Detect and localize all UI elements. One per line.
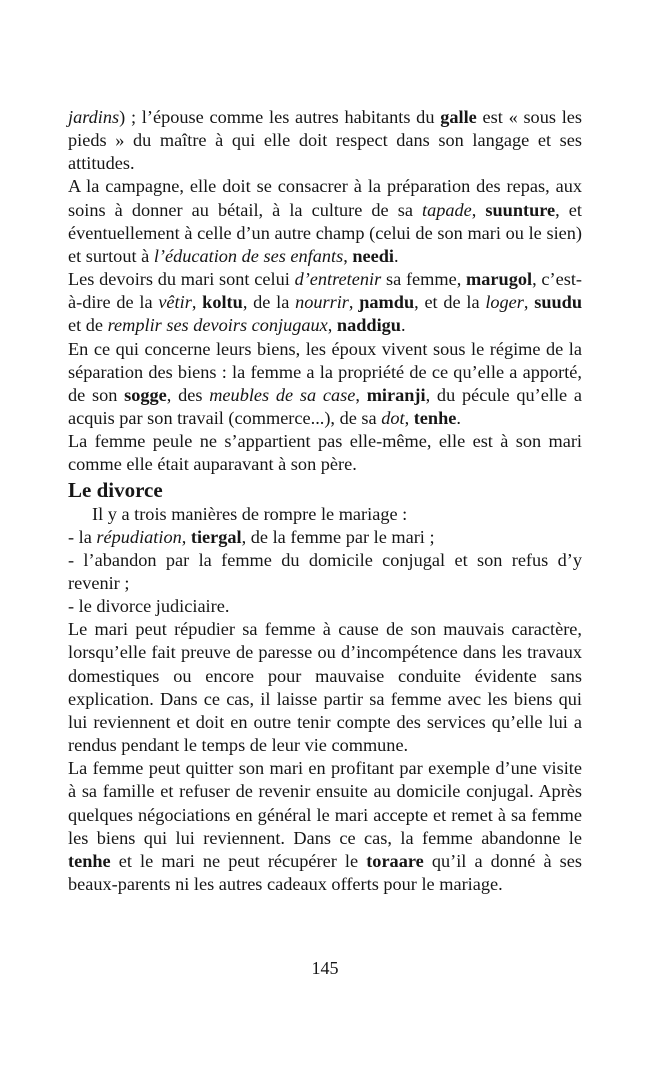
- text-run: .: [400, 315, 406, 336]
- italic-term: loger: [485, 292, 524, 313]
- text-run: qu’il a donné à ses beaux-parents ni les autres cadeaux offerts pour le mariage.: [68, 850, 582, 894]
- italic-term: nourrir: [295, 292, 349, 313]
- paragraph: [68, 549, 582, 595]
- paragraph: [68, 106, 582, 175]
- paragraph: [68, 526, 582, 549]
- section-heading: [68, 477, 582, 503]
- bold-term: toraare: [366, 850, 424, 871]
- text-run: En ce qui concerne leurs biens, les époux vivent sous le régime de la séparation des biens : la femme a la propriété de ce qu’elle a apporté, de son: [68, 338, 582, 405]
- text-run: est « sous les pieds » du maître à qui elle doit respect dans son langage et ses attitudes.: [68, 107, 583, 174]
- paragraph: [68, 338, 582, 431]
- text-run: - le divorce judiciaire.: [68, 596, 230, 617]
- page-body: [68, 106, 582, 896]
- italic-term: d’entretenir: [294, 269, 382, 290]
- text-run: et de: [68, 315, 108, 336]
- text-run: ,: [181, 526, 191, 547]
- text-run: - la: [68, 526, 97, 547]
- text-run: ,: [404, 408, 414, 429]
- text-run: La femme peut quitter son mari en profitant par exemple d’une visite à sa famille et refuser de revenir ensuite au domicile conjugal. Après quelques négociations en général le mari accepte et remet à sa femme les biens qui lui reviennent. Dans ce cas, la femme abandonne le: [68, 758, 582, 848]
- text-run: ,: [348, 292, 360, 313]
- bold-term: koltu: [202, 292, 243, 313]
- bold-term: tenhe: [68, 850, 111, 871]
- italic-term: remplir ses devoirs conjugaux: [107, 315, 328, 336]
- text-run: .: [393, 245, 399, 266]
- bold-term: tiergal: [190, 526, 242, 547]
- bold-term: needi: [352, 245, 394, 266]
- italic-term: répudiation: [96, 526, 182, 547]
- paragraph: [68, 430, 582, 476]
- text-run: Le mari peut répudier sa femme à cause de son mauvais caractère, lorsqu’elle fait preuve de paresse ou d’incompétence dans les travaux domestiques ou encore pour mauvaise conduite évidente sans explication. Dans ce cas, il laisse partir sa femme avec les biens qui lui reviennent et doit en outre tenir compte des services qu’elle lui a rendus pendant le temps de leur vie commune.: [68, 619, 582, 756]
- text-run: - l’abandon par la femme du domicile conjugal et son refus d’y revenir ;: [68, 549, 582, 593]
- bold-term: suunture: [485, 199, 556, 220]
- text-run: , des: [166, 384, 210, 405]
- italic-term: l’éducation de ses enfants: [153, 245, 344, 266]
- italic-term: jardins: [68, 107, 120, 127]
- text-run: ) ; l’épouse comme les autres habitants du: [119, 107, 441, 127]
- text-run: Il y a trois manières de rompre le mariage :: [92, 503, 408, 524]
- bold-term: ɲamdu: [359, 292, 415, 313]
- page-number: 145: [311, 958, 339, 978]
- italic-term: dot: [381, 408, 405, 429]
- text-run: , c’est-à-dire de la: [68, 269, 582, 313]
- text-run: .: [456, 408, 461, 429]
- bold-term: sogge: [124, 384, 167, 405]
- paragraph: [68, 175, 582, 268]
- bold-term: naddigu: [336, 315, 401, 336]
- text-run: ,: [355, 384, 367, 405]
- bold-term: galle: [440, 107, 477, 127]
- text-run: Le divorce: [68, 477, 163, 502]
- text-run: , et éventuellement à celle d’un autre champ (celui de son mari ou le sien) et surtout à: [68, 199, 582, 266]
- text-run: ,: [343, 245, 353, 266]
- text-run: , et de la: [414, 292, 486, 313]
- paragraph: [68, 595, 582, 618]
- paragraph: [68, 757, 582, 896]
- paragraph: [68, 503, 582, 526]
- text-run: , du pécule qu’elle a acquis par son travail (commerce...), de sa: [68, 384, 583, 429]
- bold-term: marugol: [466, 269, 533, 290]
- text-run: ,: [327, 315, 337, 336]
- text-run: La femme peule ne s’appartient pas elle-même, elle est à son mari comme elle était auparavant à son père.: [68, 431, 582, 475]
- bold-term: miranji: [366, 384, 426, 405]
- text-run: A la campagne, elle doit se consacrer à la préparation des repas, aux soins à donner au bétail, à la culture de sa: [68, 176, 582, 220]
- bold-term: tenhe: [413, 408, 457, 429]
- italic-term: meubles de sa case: [209, 384, 356, 405]
- text-run: Les devoirs du mari sont celui: [68, 269, 295, 290]
- paragraph: [68, 618, 582, 757]
- text-run: , de la: [242, 292, 296, 313]
- text-run: ,: [523, 292, 535, 313]
- italic-term: tapade: [422, 199, 472, 220]
- italic-term: vêtir: [158, 292, 192, 313]
- paragraph: [68, 268, 582, 337]
- text-run: ,: [191, 292, 203, 313]
- text-run: et le mari ne peut récupérer le: [110, 850, 367, 871]
- bold-term: suudu: [534, 292, 583, 313]
- text-run: sa femme,: [381, 269, 467, 290]
- text-run: ,: [471, 199, 486, 220]
- text-run: , de la femme par le mari ;: [241, 526, 435, 547]
